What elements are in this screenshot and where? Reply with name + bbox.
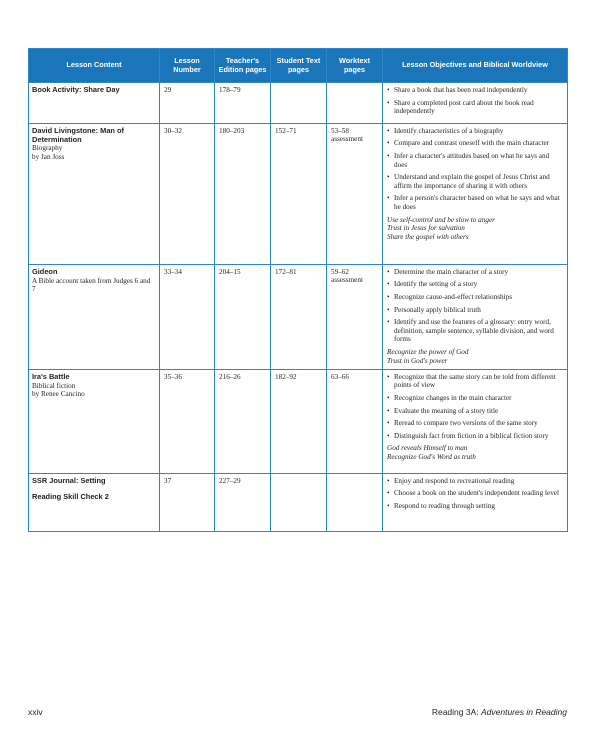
lesson-content-cell (29, 83, 160, 124)
worldview-statement: God reveals Himself to man (387, 444, 468, 453)
wt-pages-cell: 63–66 (327, 369, 383, 473)
lesson-title-secondary: Reading Skill Check 2 (32, 491, 109, 501)
objective-item: • Share a book that has been read independently (387, 86, 563, 95)
objective-item: • Recognize cause-and-effect relationships (387, 293, 563, 302)
objective-item: • Identify the setting of a story (387, 280, 563, 289)
worldview-statement: Recognize God's Word as truth (387, 452, 476, 461)
wt-pages-cell: 59–62 assessment (327, 264, 383, 369)
header-te-pages: Teacher's Edition pages (215, 49, 271, 83)
objectives-cell (383, 264, 568, 369)
objective-item: • Share a completed post card about the book read independently (387, 99, 563, 116)
objectives-cell (383, 123, 568, 264)
table-header-row (29, 49, 568, 83)
te-pages-cell: 180–203 (215, 123, 271, 264)
lesson-title: David Livingstone: Man of Determination (32, 125, 124, 144)
st-pages-cell: 182–92 (271, 369, 327, 473)
lesson-title: Book Activity: Share Day (32, 85, 120, 94)
objective-item: • Infer a character's attitudes based on what he says and does (387, 152, 563, 169)
objective-item: • Recognize changes in the main character (387, 394, 563, 403)
objective-item: • Determine the main character of a story (387, 268, 563, 277)
header-st-pages: Student Text pages (271, 49, 327, 83)
worldview-statement: Share the gospel with others (387, 232, 469, 241)
lesson-plan-table (28, 48, 568, 532)
wt-pages-cell (327, 83, 383, 124)
lesson-title: Ira's Battle (32, 371, 70, 381)
st-pages-cell: 152–71 (271, 123, 327, 264)
te-pages-cell: 178–79 (215, 83, 271, 124)
st-pages-cell: 172–81 (271, 264, 327, 369)
wt-pages-cell (327, 473, 383, 531)
objective-item: • Compare and contrast oneself with the main character (387, 139, 563, 148)
worldview-statement: Trust in God's power (387, 356, 448, 365)
lesson-content-cell (29, 264, 160, 369)
lesson-content-cell (29, 123, 160, 264)
worldview-statement: Trust in Jesus for salvation (387, 224, 465, 233)
lesson-genre: Biography (32, 144, 63, 153)
objective-item: • Recognize that the same story can be told from different points of view (387, 373, 563, 390)
objective-item: • Infer a person's character based on what he says and what he does (387, 194, 563, 211)
st-pages-cell (271, 83, 327, 124)
te-pages-cell: 216–26 (215, 369, 271, 473)
objective-item: • Reread to compare two versions of the same story (387, 419, 563, 428)
page-number: xxiv (28, 707, 43, 717)
objective-list (387, 373, 563, 441)
lesson-content-cell (29, 473, 160, 531)
objective-list (387, 127, 563, 212)
lesson-content-cell (29, 369, 160, 473)
lesson-author: by Renee Cancino (32, 390, 85, 399)
te-pages-cell: 227–29 (215, 473, 271, 531)
book-title-prefix: Reading 3A: (431, 707, 481, 717)
objective-item: • Identify and use the features of a glossary: entry word, definition, sample sentence, syllable division, and word forms (387, 318, 563, 344)
worldview-statement: Recognize the power of God (387, 347, 469, 356)
lesson-title: Gideon (32, 266, 58, 276)
objective-list (387, 268, 563, 344)
objective-item: • Choose a book on the student's independent reading level (387, 489, 563, 498)
table-row (29, 473, 568, 531)
objective-item: • Distinguish fact from fiction in a biblical fiction story (387, 432, 563, 441)
lesson-number-cell: 35–36 (160, 369, 215, 473)
lesson-genre: A Bible account taken from Judges 6 and 7 (32, 276, 151, 294)
lesson-number-cell: 37 (160, 473, 215, 531)
book-title-footer (432, 707, 567, 717)
objectives-cell (383, 369, 568, 473)
objectives-cell (383, 473, 568, 531)
lesson-author: by Jan Joss (32, 152, 65, 161)
objectives-cell (383, 83, 568, 124)
objective-item: • Respond to reading through setting (387, 502, 563, 511)
objective-item: • Understand and explain the gospel of Jesus Christ and affirm the importance of sharing it with others (387, 173, 563, 190)
objective-item: • Evaluate the meaning of a story title (387, 407, 563, 416)
wt-pages-cell: 53–58 assessment (327, 123, 383, 264)
lesson-number-cell: 30–32 (160, 123, 215, 264)
lesson-number-cell: 29 (160, 83, 215, 124)
lesson-genre: Biblical fiction (32, 381, 76, 390)
objective-list (387, 86, 563, 116)
st-pages-cell (271, 473, 327, 531)
header-lesson-content: Lesson Content (29, 49, 160, 83)
worldview-statement: Use self-control and be slow to anger (387, 215, 495, 224)
lesson-title: SSR Journal: Setting (32, 475, 106, 485)
te-pages-cell: 204–15 (215, 264, 271, 369)
objective-list (387, 477, 563, 511)
header-objectives: Lesson Objectives and Biblical Worldview (383, 49, 568, 83)
header-wt-pages: Worktext pages (327, 49, 383, 83)
objective-item: • Identify characteristics of a biography (387, 127, 563, 136)
objective-item: • Personally apply biblical truth (387, 306, 563, 315)
objective-item: • Enjoy and respond to recreational reading (387, 477, 563, 486)
table-row (29, 83, 568, 124)
header-lesson-number: Lesson Number (160, 49, 215, 83)
table-row (29, 123, 568, 264)
lesson-number-cell: 33–34 (160, 264, 215, 369)
book-title: Adventures in Reading (480, 707, 567, 717)
table-row (29, 369, 568, 473)
table-row (29, 264, 568, 369)
